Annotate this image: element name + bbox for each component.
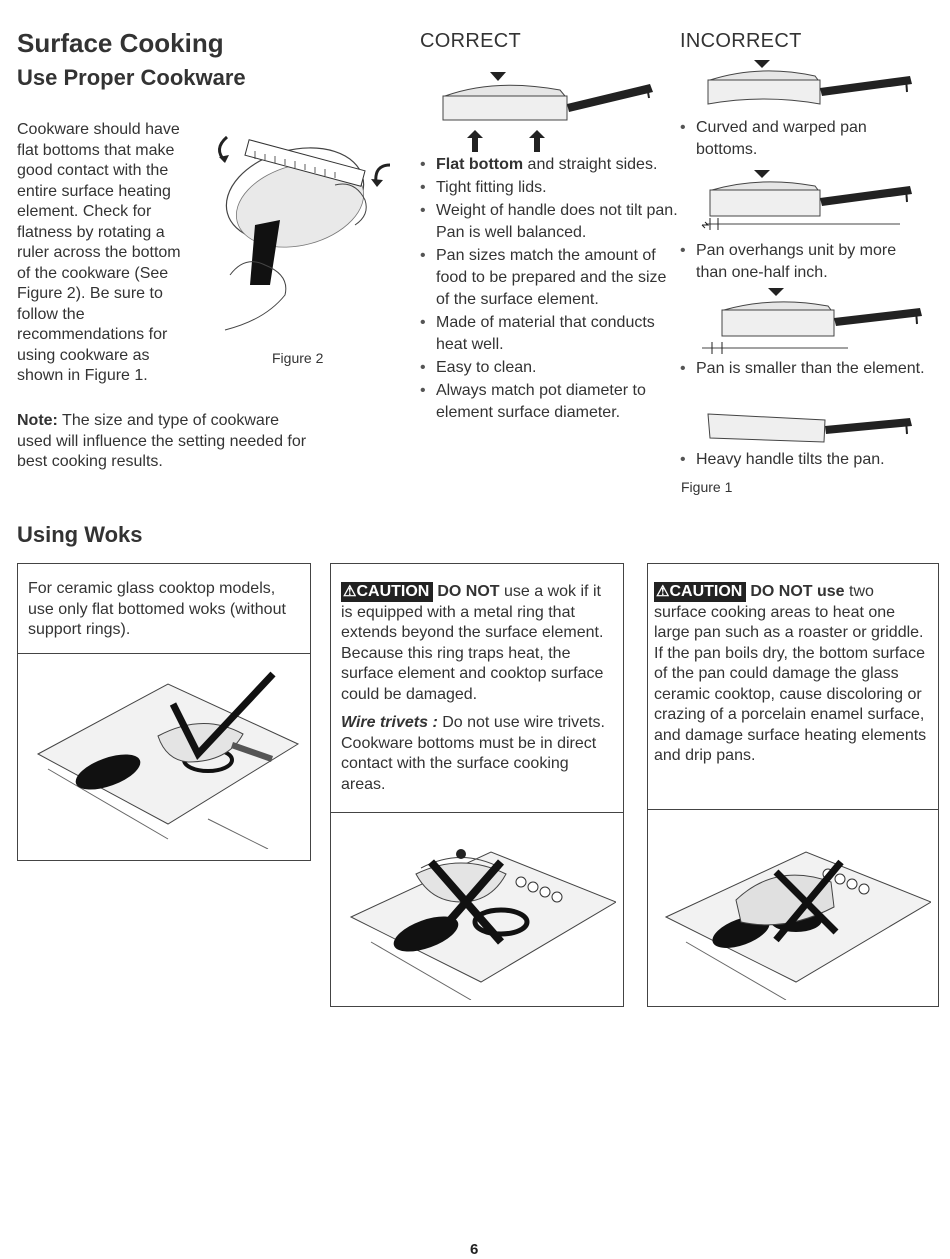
caution-badge: ⚠CAUTION [341,582,433,602]
incorrect-item-1: • Curved and warped pan bottoms. [678,117,928,162]
incorrect-item-4: • Heavy handle tilts the pan. [678,449,928,472]
small-pan-illustration [700,286,928,356]
wok-box-2 [330,563,624,1007]
woks-heading: Using Woks [17,522,143,547]
divider [331,812,623,813]
correct-list [418,154,678,425]
ring-wok-illustration [341,822,616,1000]
correct-item: • Made of material that conducts heat well. [418,312,678,356]
correct-item: • Weight of handle does not tilt pan. Pan is well balanced. [418,200,678,244]
divider [648,809,938,810]
wok-caution-text: ⚠CAUTION DO NOT use a wok if it is equipped with a metal ring that extends beyond the surface element. Because this ring traps heat, the surface element and cooktop surface could be damaged. [341,583,604,703]
figure-2-illustration [195,125,405,340]
wok-box-3 [647,563,939,1007]
intro-paragraph: Cookware should have flat bottoms that make good contact with the entire surface heating element. Check for flatness by rotating a ruler across the bottom of the cookware (See Figure 2). Be sure to follow the recommendations for using cookware as shown in Figure 1. [17,121,181,384]
incorrect-item-2: • Pan overhangs unit by more than one-half inch. [678,240,928,285]
wire-trivets-text: Wire trivets : Do not use wire trivets. Cookware bottoms must be in direct contact with the surface cooking areas. [341,714,605,793]
warning-icon: ⚠ [343,583,357,600]
correct-item: • Pan sizes match the amount of food to be prepared and the size of the surface element. [418,245,678,311]
correct-item: • Tight fitting lids. [418,177,678,199]
figure-1-caption: Figure 1 [681,479,733,495]
two-areas-caution-text: ⚠CAUTION DO NOT use two surface cooking areas to heat one large pan such as a roaster or griddle. If the pan boils dry, the bottom surface of the pan could damage the glass ceramic cooktop, cause discoloring or crazing of a porcelain enamel surface, and damage surface heating elements and drip pans. [654,583,927,764]
correct-pan-illustration [435,60,665,155]
warped-pan-illustration [700,58,920,114]
figure-2-caption: Figure 2 [272,350,324,366]
page-title: Surface Cooking [17,28,224,58]
correct-item: • Always match pot diameter to element surface diameter. [418,380,678,424]
wok-box-1-text: For ceramic glass cooktop models, use only flat bottomed woks (without support rings). [28,580,286,638]
flat-wok-illustration [28,664,303,849]
correct-item: • Flat bottom and straight sides. [418,154,678,176]
note-label: Note: [17,412,58,429]
incorrect-item-3: • Pan is smaller than the element. [678,358,928,381]
page-number: 6 [470,1241,479,1258]
overhang-pan-illustration [700,168,920,234]
correct-item: • Easy to clean. [418,357,678,379]
caution-badge: ⚠CAUTION [654,582,746,602]
section-subtitle: Use Proper Cookware [17,65,246,90]
note-text: The size and type of cookware used will influence the setting needed for best cooking results. [17,412,307,470]
divider [18,653,310,654]
roaster-illustration [656,822,931,1000]
wok-box-1 [17,563,311,861]
note [17,411,317,473]
incorrect-heading: INCORRECT [680,30,802,52]
correct-heading: CORRECT [420,30,521,52]
tilted-pan-illustration [700,404,920,448]
warning-icon: ⚠ [656,583,670,600]
